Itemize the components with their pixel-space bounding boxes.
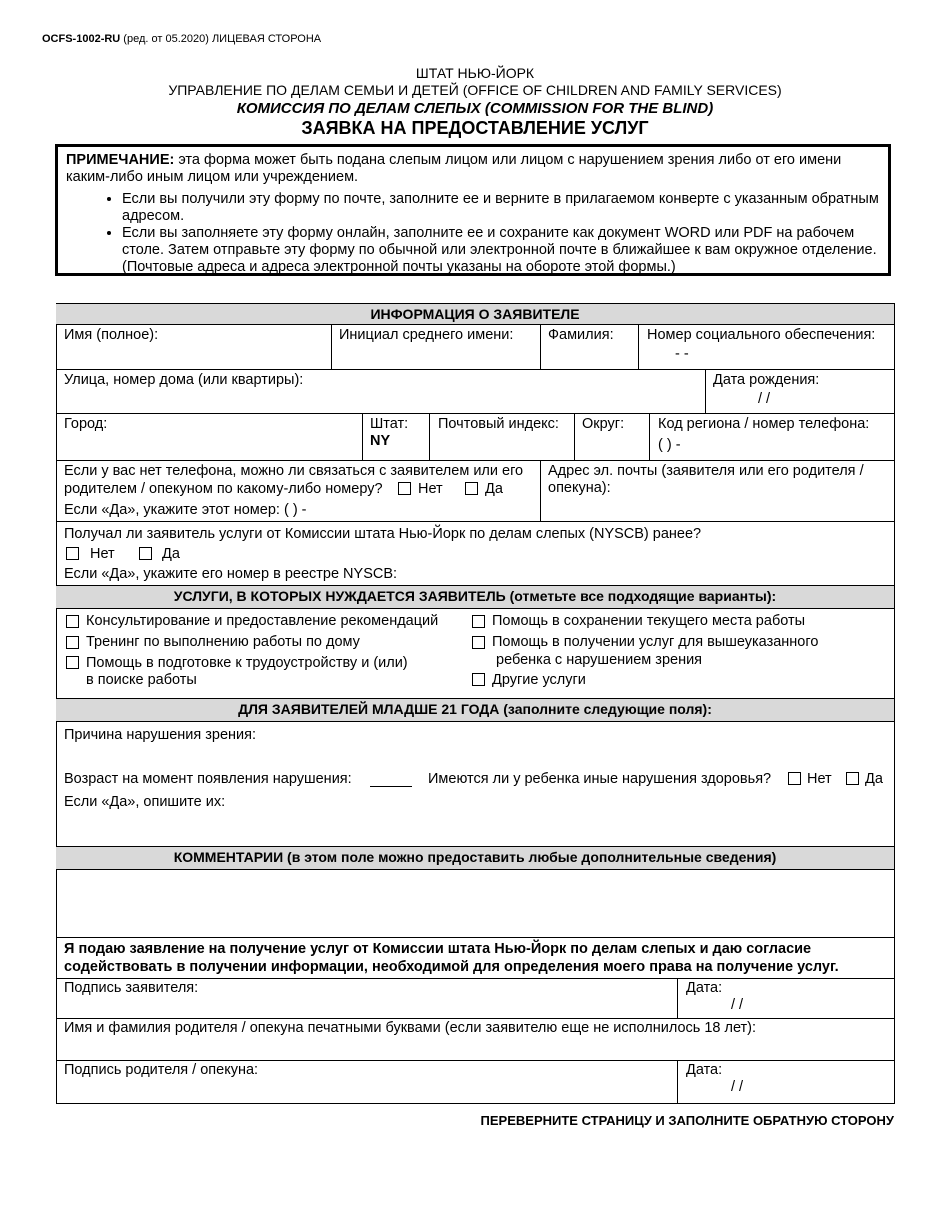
home-training-label: Тренинг по выполнению работы по дому — [86, 634, 360, 650]
comments-field[interactable] — [57, 870, 894, 937]
job-retention-checkbox[interactable] — [472, 615, 485, 628]
middle-initial-label: Инициал среднего имени: — [339, 327, 514, 343]
note-label: ПРИМЕЧАНИЕ: — [66, 152, 175, 168]
child-services-checkbox[interactable] — [472, 636, 485, 649]
if-yes-number-label: Если «Да», укажите этот номер: ( ) - — [64, 502, 307, 518]
under21-section-header: ДЛЯ ЗАЯВИТЕЛЕЙ МЛАДШЕ 21 ГОДА (заполните следующие поля): — [56, 699, 894, 721]
prior-services-no-label: Нет — [90, 546, 115, 562]
no-phone-question-cont: родителем / опекуном по какому-либо номеру? — [64, 481, 383, 497]
age-onset-blank[interactable] — [370, 786, 412, 787]
comments-section-header: КОММЕНТАРИИ (в этом поле можно предоставить любые дополнительные сведения) — [56, 847, 894, 869]
registry-number-label: Если «Да», укажите его номер в реестре NYSCB: — [64, 566, 398, 582]
no-phone-yes-label: Да — [485, 481, 503, 497]
job-prep-label: Помощь в подготовке к трудоустройству и (или) — [86, 655, 408, 671]
describe-conditions-label: Если «Да», опишите их: — [64, 794, 226, 810]
phone-separators: ( ) - — [658, 437, 681, 453]
consent-statement-cont: содействовать в получении информации, необходимой для определения моего права на получение услуг. — [64, 959, 839, 975]
child-services-label: Помощь в получении услуг для вышеуказанного — [492, 634, 819, 650]
job-retention-label: Помощь в сохранении текущего места работы — [492, 613, 806, 629]
last-name-label: Фамилия: — [548, 327, 614, 343]
vision-cause-label: Причина нарушения зрения: — [64, 727, 257, 743]
prior-services-no-checkbox[interactable] — [66, 547, 79, 560]
job-prep-checkbox[interactable] — [66, 656, 79, 669]
applicant-date-label: Дата: — [686, 980, 723, 996]
no-phone-no-checkbox[interactable] — [398, 482, 411, 495]
other-services-label: Другие услуги — [492, 672, 586, 688]
note-text: эта форма может быть подана слепым лицом или лицом с нарушением зрения либо от его имени каким-либо иным лицом или учреждением. — [66, 152, 842, 185]
other-conditions-yes-label: Да — [865, 771, 883, 787]
other-conditions-question: Имеются ли у ребенка иные нарушения здоровья? — [428, 771, 772, 787]
page-title: ЗАЯВКА НА ПРЕДОСТАВЛЕНИЕ УСЛУГ — [301, 118, 649, 138]
services-section-header: УСЛУГИ, В КОТОРЫХ НУЖДАЕТСЯ ЗАЯВИТЕЛЬ (отметьте все подходящие варианты): — [56, 586, 894, 608]
no-phone-question: Если у вас нет телефона, можно ли связаться с заявителем или его — [64, 463, 524, 479]
age-onset-label: Возраст на момент появления нарушения: — [64, 771, 352, 787]
counseling-checkbox[interactable] — [66, 615, 79, 628]
first-name-label: Имя (полное): — [64, 327, 159, 343]
office-heading: УПРАВЛЕНИЕ ПО ДЕЛАМ СЕМЬИ И ДЕТЕЙ (OFFICE OF CHILDREN AND FAMILY SERVICES) — [168, 82, 782, 98]
state-label: Штат: — [370, 416, 409, 432]
note-bullet: • Если вы получили эту форму по почте, заполните ее и верните в прилагаемом конверте с указанным обратным адресом. — [122, 191, 880, 225]
consent-statement: Я подаю заявление на получение услуг от Комиссии штата Нью-Йорк по делам слепых и даю согласие — [64, 941, 812, 957]
applicant-date-separators: / / — [731, 997, 744, 1013]
ssn-separators: - - — [675, 346, 689, 362]
applicant-signature-label: Подпись заявителя: — [64, 980, 199, 996]
guardian-name-label: Имя и фамилия родителя / опекуна печатными буквами (если заявителю еще не исполнилось 18 лет): — [64, 1020, 757, 1036]
home-training-checkbox[interactable] — [66, 636, 79, 649]
other-services-checkbox[interactable] — [472, 673, 485, 686]
state-heading: ШТАТ НЬЮ-ЙОРК — [415, 65, 535, 81]
dob-separators: / / — [758, 391, 771, 407]
zip-label: Почтовый индекс: — [438, 416, 559, 432]
state-value: NY — [370, 433, 391, 449]
prior-services-yes-checkbox[interactable] — [139, 547, 152, 560]
no-phone-yes-checkbox[interactable] — [465, 482, 478, 495]
turn-page-instruction: ПЕРЕВЕРНИТЕ СТРАНИЦУ И ЗАПОЛНИТЕ ОБРАТНУЮ СТОРОНУ — [480, 1113, 894, 1128]
guardian-date-label: Дата: — [686, 1062, 723, 1078]
city-label: Город: — [64, 416, 108, 432]
note-box — [55, 144, 891, 276]
other-conditions-no-checkbox[interactable] — [788, 772, 801, 785]
ssn-label: Номер социального обеспечения: — [647, 327, 876, 343]
other-conditions-no-label: Нет — [807, 771, 832, 787]
note-bullet: • Если вы заполняете эту форму онлайн, заполните ее и сохраните как документ WORD или PDF на рабочем столе. Затем отправьте эту форму по обычной или электронной почте в ближайшее к вам окружное отделение. (Почтовые адреса и адреса электронной почты указаны на обороте этой формы.) — [122, 225, 880, 276]
job-prep-label-cont: в поиске работы — [86, 672, 197, 688]
phone-label: Код региона / номер телефона: — [658, 416, 870, 432]
applicant-section-header: ИНФОРМАЦИЯ О ЗАЯВИТЕЛЕ — [56, 304, 894, 324]
prior-services-yes-label: Да — [162, 546, 180, 562]
form-code: OCFS-1002-RU (ред. от 05.2020) ЛИЦЕВАЯ СТОРОНА — [42, 33, 322, 45]
prior-services-question: Получал ли заявитель услуги от Комиссии штата Нью-Йорк по делам слепых (NYSCB) ранее? — [64, 526, 702, 542]
no-phone-no-label: Нет — [418, 481, 443, 497]
guardian-date-separators: / / — [731, 1079, 744, 1095]
child-services-label-cont: ребенка с нарушением зрения — [496, 652, 703, 668]
commission-heading: КОМИССИЯ ПО ДЕЛАМ СЛЕПЫХ (COMMISSION FOR THE BLIND) — [236, 100, 714, 117]
county-label: Округ: — [582, 416, 625, 432]
street-label: Улица, номер дома (или квартиры): — [64, 372, 304, 388]
other-conditions-yes-checkbox[interactable] — [846, 772, 859, 785]
counseling-label: Консультирование и предоставление рекомендаций — [86, 613, 439, 629]
guardian-signature-label: Подпись родителя / опекуна: — [64, 1062, 259, 1078]
dob-label: Дата рождения: — [713, 372, 820, 388]
email-label: Адрес эл. почты (заявителя или его родителя / опекуна): — [548, 463, 864, 496]
